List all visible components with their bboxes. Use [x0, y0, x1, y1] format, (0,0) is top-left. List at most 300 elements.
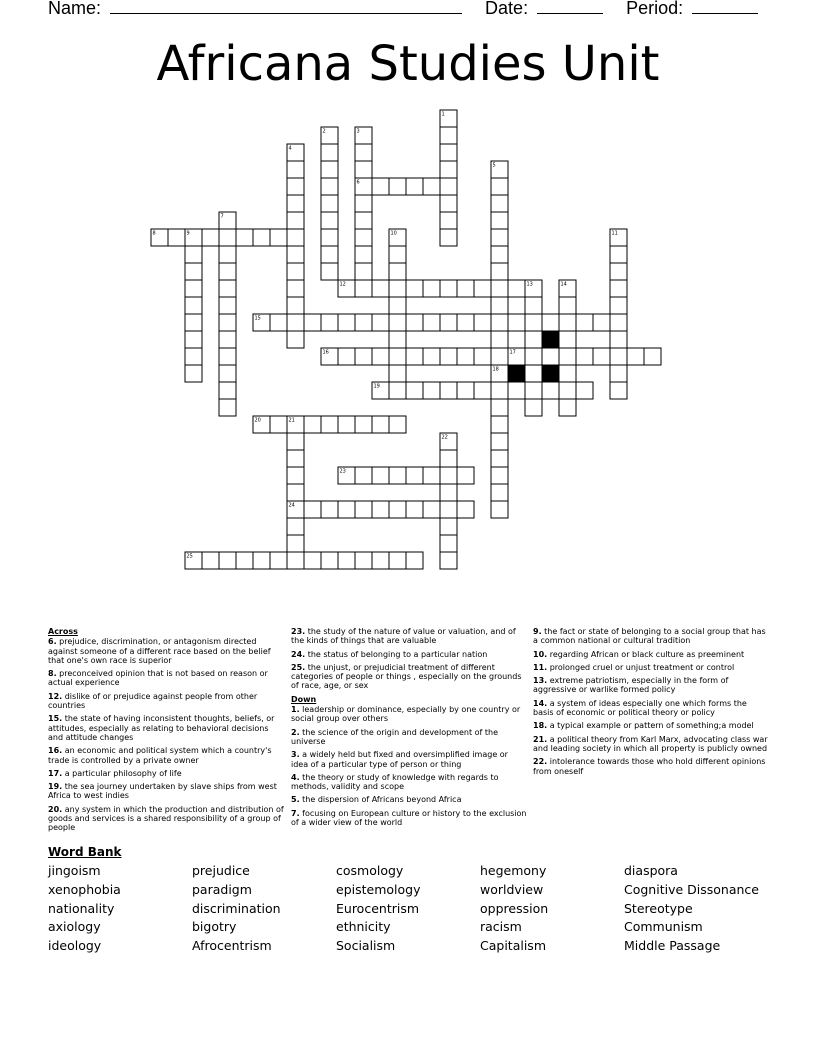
crossword-cell[interactable] [440, 552, 457, 569]
crossword-cell[interactable] [270, 314, 287, 331]
crossword-cell[interactable] [338, 314, 355, 331]
crossword-cell[interactable] [406, 178, 423, 195]
clue-number: 2. [291, 727, 300, 737]
crossword-cell[interactable] [508, 314, 525, 331]
crossword-cell[interactable] [219, 297, 236, 314]
crossword-cell[interactable] [304, 314, 321, 331]
crossword-cell[interactable] [542, 314, 559, 331]
crossword-cell[interactable] [287, 467, 304, 484]
crossword-cell[interactable] [338, 348, 355, 365]
crossword-cell[interactable] [491, 331, 508, 348]
crossword-cell[interactable] [236, 552, 253, 569]
crossword-cell[interactable] [355, 552, 372, 569]
crossword-cell[interactable] [406, 314, 423, 331]
crossword-cell[interactable] [491, 297, 508, 314]
clue-number: 13. [533, 676, 548, 686]
crossword-cell[interactable] [491, 263, 508, 280]
period-label: Period: [626, 0, 684, 18]
word-bank-item: Afrocentrism [192, 938, 272, 954]
crossword-cell[interactable] [423, 178, 440, 195]
crossword-cell[interactable] [610, 314, 627, 331]
crossword-cell[interactable] [491, 416, 508, 433]
crossword-cell[interactable] [287, 178, 304, 195]
crossword-cell[interactable] [440, 467, 457, 484]
crossword-cell[interactable] [185, 246, 202, 263]
clue-number: 10. [533, 649, 548, 659]
crossword-cell[interactable] [423, 382, 440, 399]
crossword-cell[interactable] [185, 263, 202, 280]
cell-number: 16 [322, 349, 329, 356]
crossword-cell[interactable] [491, 195, 508, 212]
clue-number: 9. [533, 627, 542, 636]
word-bank-item: Capitalism [480, 938, 546, 954]
clue-text: the state of having inconsistent thoughts, beliefs, or attitudes, especially as relating to behavioral decisions and attitude changes [48, 714, 275, 742]
word-bank-item: diaspora [624, 863, 678, 878]
crossword-cell[interactable] [321, 161, 338, 178]
crossword-cell[interactable] [423, 501, 440, 518]
crossword-cell[interactable] [389, 314, 406, 331]
crossword-cell[interactable] [525, 297, 542, 314]
cell-number: 7 [220, 213, 224, 220]
word-bank-column [624, 862, 768, 956]
cell-number: 1 [441, 111, 445, 118]
clue-text: the science of the origin and development of the universe [291, 727, 499, 746]
cell-number: 8 [152, 230, 156, 237]
crossword-cell[interactable] [559, 314, 576, 331]
crossword-cell[interactable] [287, 518, 304, 535]
crossword-cell[interactable] [491, 484, 508, 501]
across-heading: Across [48, 627, 78, 636]
crossword-cell[interactable] [287, 331, 304, 348]
crossword-cell[interactable] [406, 501, 423, 518]
crossword-cell[interactable] [202, 552, 219, 569]
crossword-cell[interactable] [338, 501, 355, 518]
clue-text: prolonged cruel or unjust treatment or control [549, 662, 735, 672]
clue-number: 11. [533, 662, 548, 672]
crossword-cell[interactable] [355, 161, 372, 178]
crossword-cell[interactable] [253, 552, 270, 569]
crossword-cell[interactable] [321, 212, 338, 229]
crossword-cell[interactable] [287, 535, 304, 552]
crossword-cell[interactable] [491, 501, 508, 518]
crossword-cell[interactable] [610, 382, 627, 399]
clue-text: focusing on European culture or history to the exclusion of a wider view of the world [291, 808, 527, 828]
crossword-cell[interactable] [627, 348, 644, 365]
crossword-cell[interactable] [185, 314, 202, 331]
crossword-cell[interactable] [440, 314, 457, 331]
crossword-cell[interactable] [491, 450, 508, 467]
word-bank-item: ethnicity [336, 919, 391, 935]
clue-text: the sea journey undertaken by slave ships from west Africa to west indies [48, 782, 277, 801]
crossword-cell[interactable] [576, 314, 593, 331]
across-clue [48, 769, 284, 778]
clue-number: 22. [533, 757, 548, 767]
crossword-cell[interactable] [304, 416, 321, 433]
crossword-cell[interactable] [576, 382, 593, 399]
crossword-cell[interactable] [219, 246, 236, 263]
crossword-cell[interactable] [559, 348, 576, 365]
crossword-cell[interactable] [389, 365, 406, 382]
crossword-cell[interactable] [610, 348, 627, 365]
down-clue [533, 627, 769, 646]
clue-text: the dispersion of Africans beyond Africa [302, 795, 462, 805]
crossword-cell[interactable] [321, 263, 338, 280]
clue-text: a typical example or pattern of something;a model [549, 721, 754, 731]
crossword-cell[interactable] [355, 195, 372, 212]
crossword-cell[interactable] [389, 501, 406, 518]
crossword-cell[interactable] [440, 127, 457, 144]
crossword-cell[interactable] [287, 246, 304, 263]
crossword-cell[interactable] [593, 314, 610, 331]
crossword-cell[interactable] [372, 467, 389, 484]
crossword-cell[interactable] [474, 382, 491, 399]
word-bank-column [480, 862, 624, 956]
clue-number: 6. [48, 637, 57, 647]
crossword-cell[interactable] [491, 178, 508, 195]
clue-text: the study of the nature of value or valuation, and of the kinds of things that are valuable [291, 627, 516, 646]
clue-number: 1. [291, 705, 300, 715]
down-clue [291, 773, 527, 792]
clue-number: 14. [533, 698, 548, 708]
word-bank-heading: Word Bank [48, 845, 122, 859]
crossword-cell[interactable] [440, 144, 457, 161]
crossword-cell[interactable] [542, 348, 559, 365]
crossword-cell[interactable] [406, 348, 423, 365]
crossword-cell[interactable] [525, 399, 542, 416]
crossword-cell[interactable] [491, 467, 508, 484]
crossword-cell[interactable] [372, 314, 389, 331]
crossword-cell[interactable] [219, 263, 236, 280]
crossword-cell[interactable] [491, 399, 508, 416]
crossword-cell[interactable] [457, 348, 474, 365]
crossword-cell[interactable] [457, 280, 474, 297]
crossword-cell[interactable] [389, 280, 406, 297]
crossword-cell[interactable] [457, 501, 474, 518]
across-clue [291, 627, 527, 646]
crossword-cell[interactable] [287, 195, 304, 212]
crossword-cell[interactable] [219, 365, 236, 382]
crossword-cell[interactable] [355, 416, 372, 433]
crossword-cell[interactable] [321, 229, 338, 246]
crossword-cell[interactable] [219, 552, 236, 569]
crossword-cell[interactable] [525, 331, 542, 348]
word-bank-item: nationality [48, 900, 115, 916]
down-heading: Down [291, 694, 317, 704]
crossword-cell[interactable] [457, 467, 474, 484]
date-label: Date: [485, 0, 529, 18]
crossword-cell[interactable] [355, 314, 372, 331]
crossword-cell[interactable] [389, 297, 406, 314]
crossword-cell[interactable] [508, 280, 525, 297]
cell-number: 24 [288, 502, 295, 509]
crossword-cell[interactable] [287, 280, 304, 297]
crossword-cell[interactable] [474, 280, 491, 297]
crossword-cell[interactable] [338, 552, 355, 569]
crossword-cell[interactable] [542, 382, 559, 399]
crossword-cell[interactable] [287, 552, 304, 569]
crossword-cell[interactable] [270, 229, 287, 246]
crossword-cell[interactable] [491, 229, 508, 246]
crossword-cell[interactable] [389, 348, 406, 365]
crossword-cell[interactable] [287, 314, 304, 331]
down-clue [533, 650, 769, 659]
crossword-cell[interactable] [525, 348, 542, 365]
crossword-cell[interactable] [559, 297, 576, 314]
word-bank-item: cosmology [336, 863, 404, 878]
crossword-cell[interactable] [270, 552, 287, 569]
crossword-cell[interactable] [559, 382, 576, 399]
crossword-cell[interactable] [202, 229, 219, 246]
crossword-cell[interactable] [406, 382, 423, 399]
crossword-cell[interactable] [372, 348, 389, 365]
crossword-cell[interactable] [474, 348, 491, 365]
crossword-cell[interactable] [355, 348, 372, 365]
crossword-cell[interactable] [440, 382, 457, 399]
crossword-cell[interactable] [491, 433, 508, 450]
clue-text: the status of belonging to a particular nation [307, 649, 488, 659]
clue-text: a system of ideas especially one which forms the basis of economic or political theory or policy [533, 698, 747, 718]
crossword-cell[interactable] [219, 331, 236, 348]
crossword-cell[interactable] [287, 484, 304, 501]
crossword-cell[interactable] [440, 348, 457, 365]
crossword-cell[interactable] [491, 212, 508, 229]
crossword-cell[interactable] [355, 280, 372, 297]
crossword-cell[interactable] [576, 348, 593, 365]
crossword-cell[interactable] [287, 433, 304, 450]
crossword-cell[interactable] [440, 518, 457, 535]
crossword-cell[interactable] [372, 552, 389, 569]
word-bank-item: racism [480, 919, 522, 935]
crossword-cell[interactable] [457, 382, 474, 399]
crossword-cell[interactable] [389, 178, 406, 195]
crossword-cell[interactable] [372, 280, 389, 297]
cell-number: 22 [441, 434, 448, 441]
crossword-cell[interactable] [406, 467, 423, 484]
crossword-cell[interactable] [185, 365, 202, 382]
down-clue [533, 721, 769, 730]
crossword-cell[interactable] [440, 178, 457, 195]
crossword-cell[interactable] [321, 552, 338, 569]
clue-number: 8. [48, 669, 57, 679]
crossword-cell[interactable] [321, 144, 338, 161]
crossword-cell[interactable] [219, 399, 236, 416]
crossword-cell[interactable] [440, 195, 457, 212]
crossword-cell[interactable] [355, 212, 372, 229]
clue-text: extreme patriotism, especially in the form of aggressive or warlike formed policy [533, 676, 729, 695]
crossword-cell[interactable] [321, 314, 338, 331]
clue-number: 23. [291, 627, 306, 636]
crossword-cell[interactable] [372, 501, 389, 518]
clue-text: the theory or study of knowledge with regards to methods, validity and scope [291, 772, 499, 792]
crossword-cell[interactable] [355, 467, 372, 484]
crossword-cell[interactable] [491, 280, 508, 297]
down-clue [291, 809, 527, 828]
crossword-cell[interactable] [440, 535, 457, 552]
crossword-cell[interactable] [610, 365, 627, 382]
crossword-cell[interactable] [287, 263, 304, 280]
crossword-cell[interactable] [321, 195, 338, 212]
crossword-cell[interactable] [525, 314, 542, 331]
crossword-cell[interactable] [508, 382, 525, 399]
crossword-cell[interactable] [440, 484, 457, 501]
crossword-cell[interactable] [287, 450, 304, 467]
crossword-cell[interactable] [219, 314, 236, 331]
word-bank-column [192, 862, 336, 956]
crossword-cell[interactable] [219, 382, 236, 399]
word-bank-item: Middle Passage [624, 938, 721, 954]
crossword-cell[interactable] [389, 552, 406, 569]
crossword-cell[interactable] [219, 348, 236, 365]
down-clue [291, 795, 527, 804]
clue-number: 5. [291, 795, 300, 805]
crossword-cell[interactable] [270, 416, 287, 433]
crossword-cell[interactable] [389, 382, 406, 399]
cell-number: 18 [492, 366, 499, 373]
crossword-cell[interactable] [287, 229, 304, 246]
crossword-cell[interactable] [491, 382, 508, 399]
across-clue [48, 692, 284, 711]
clue-number: 12. [48, 691, 63, 701]
clue-number: 7. [291, 808, 300, 818]
word-bank-column [48, 862, 192, 956]
cell-number: 13 [526, 281, 533, 288]
crossword-cell[interactable] [389, 246, 406, 263]
crossword-cell[interactable] [219, 229, 236, 246]
crossword-cell[interactable] [525, 382, 542, 399]
crossword-cell[interactable] [355, 229, 372, 246]
crossword-cell[interactable] [389, 263, 406, 280]
word-bank-item: prejudice [192, 863, 250, 878]
crossword-cell[interactable] [423, 314, 440, 331]
across-clues-column [48, 627, 284, 837]
clue-text: intolerance towards those who hold different opinions from oneself [533, 757, 766, 776]
crossword-cell[interactable] [474, 314, 491, 331]
crossword-cell[interactable] [457, 314, 474, 331]
crossword-cell[interactable] [406, 552, 423, 569]
crossword-cell[interactable] [593, 348, 610, 365]
clue-text: a political theory from Karl Marx, advocating class war and leading society in which all property is publicly owned [533, 734, 768, 753]
cell-number: 17 [509, 349, 516, 356]
clue-number: 21. [533, 734, 548, 744]
crossword-cell[interactable] [423, 280, 440, 297]
crossword-cell[interactable] [406, 280, 423, 297]
crossword-cell[interactable] [287, 161, 304, 178]
crossword-cell[interactable] [253, 229, 270, 246]
crossword-cell[interactable] [372, 416, 389, 433]
crossword-cell[interactable] [355, 144, 372, 161]
crossword-cell[interactable] [440, 229, 457, 246]
crossword-cell[interactable] [423, 348, 440, 365]
crossword-cell[interactable] [389, 416, 406, 433]
crossword-cell[interactable] [559, 399, 576, 416]
crossword-cell[interactable] [321, 416, 338, 433]
word-bank-item: bigotry [192, 919, 237, 935]
crossword-cell[interactable] [440, 280, 457, 297]
crossword-cell[interactable] [355, 501, 372, 518]
word-bank-item: axiology [48, 919, 101, 935]
crossword-cell[interactable] [321, 178, 338, 195]
crossword-cell[interactable] [372, 178, 389, 195]
crossword-cell[interactable] [559, 331, 576, 348]
crossword-cell[interactable] [236, 229, 253, 246]
word-bank-item: Eurocentrism [336, 900, 420, 916]
across-clue [48, 782, 284, 801]
cell-number: 12 [339, 281, 346, 288]
crossword-cell[interactable] [440, 450, 457, 467]
clue-text: an economic and political system which a country's trade is controlled by a private owner [48, 746, 272, 765]
across-clue [48, 637, 284, 665]
crossword-cell[interactable] [304, 501, 321, 518]
crossword-cell[interactable] [610, 280, 627, 297]
clue-number: 25. [291, 662, 306, 672]
crossword-cell[interactable] [610, 331, 627, 348]
crossword-cell[interactable] [185, 331, 202, 348]
crossword-cell[interactable] [185, 297, 202, 314]
crossword-cell[interactable] [491, 348, 508, 365]
crossword-cell[interactable] [389, 331, 406, 348]
crossword-cell[interactable] [491, 314, 508, 331]
crossword-cell[interactable] [440, 501, 457, 518]
word-bank-item: paradigm [192, 881, 252, 897]
crossword-cell[interactable] [355, 246, 372, 263]
crossword-cell[interactable] [185, 280, 202, 297]
cell-number: 21 [288, 417, 295, 424]
crossword-cell[interactable] [321, 246, 338, 263]
crossword-cell[interactable] [644, 348, 661, 365]
crossword-cell[interactable] [440, 212, 457, 229]
crossword-cell[interactable] [389, 467, 406, 484]
crossword-cell[interactable] [525, 365, 542, 382]
cell-number: 10 [390, 230, 397, 237]
word-bank-item: Socialism [336, 938, 396, 954]
down-clue [533, 663, 769, 672]
crossword-cell[interactable] [304, 552, 321, 569]
crossword-cell[interactable] [491, 246, 508, 263]
crossword-cell[interactable] [559, 365, 576, 382]
clue-number: 20. [48, 804, 63, 814]
crossword-cell[interactable] [287, 297, 304, 314]
word-bank-item: ideology [48, 938, 102, 954]
crossword-cell[interactable] [610, 246, 627, 263]
clue-text: the unjust, or prejudicial treatment of different categories of people or things , especially on the grounds of race, age, or sex [291, 662, 522, 691]
crossword-cell[interactable] [610, 263, 627, 280]
cell-number: 14 [560, 281, 567, 288]
clues-column-middle [291, 627, 527, 831]
down-clue [291, 728, 527, 747]
crossword-cell[interactable] [219, 280, 236, 297]
word-bank-item: Stereotype [624, 900, 693, 916]
cell-number: 20 [254, 417, 261, 424]
crossword-cell[interactable] [185, 348, 202, 365]
crossword-cell[interactable] [355, 263, 372, 280]
crossword-cell[interactable] [321, 501, 338, 518]
crossword-cell[interactable] [338, 416, 355, 433]
down-clue [533, 735, 769, 754]
cell-number: 9 [186, 230, 190, 237]
across-clue [48, 805, 284, 833]
crossword-cell[interactable] [423, 467, 440, 484]
crossword-cell[interactable] [610, 297, 627, 314]
word-bank-item: worldview [480, 881, 544, 897]
cell-number: 6 [356, 179, 360, 186]
crossword-cell[interactable] [440, 161, 457, 178]
down-clue [291, 705, 527, 724]
crossword-cell[interactable] [287, 212, 304, 229]
down-clue [533, 757, 769, 776]
down-clue [533, 699, 769, 718]
clue-text: leadership or dominance, especially by one country or social group over others [291, 705, 521, 724]
crossword-cell[interactable] [168, 229, 185, 246]
